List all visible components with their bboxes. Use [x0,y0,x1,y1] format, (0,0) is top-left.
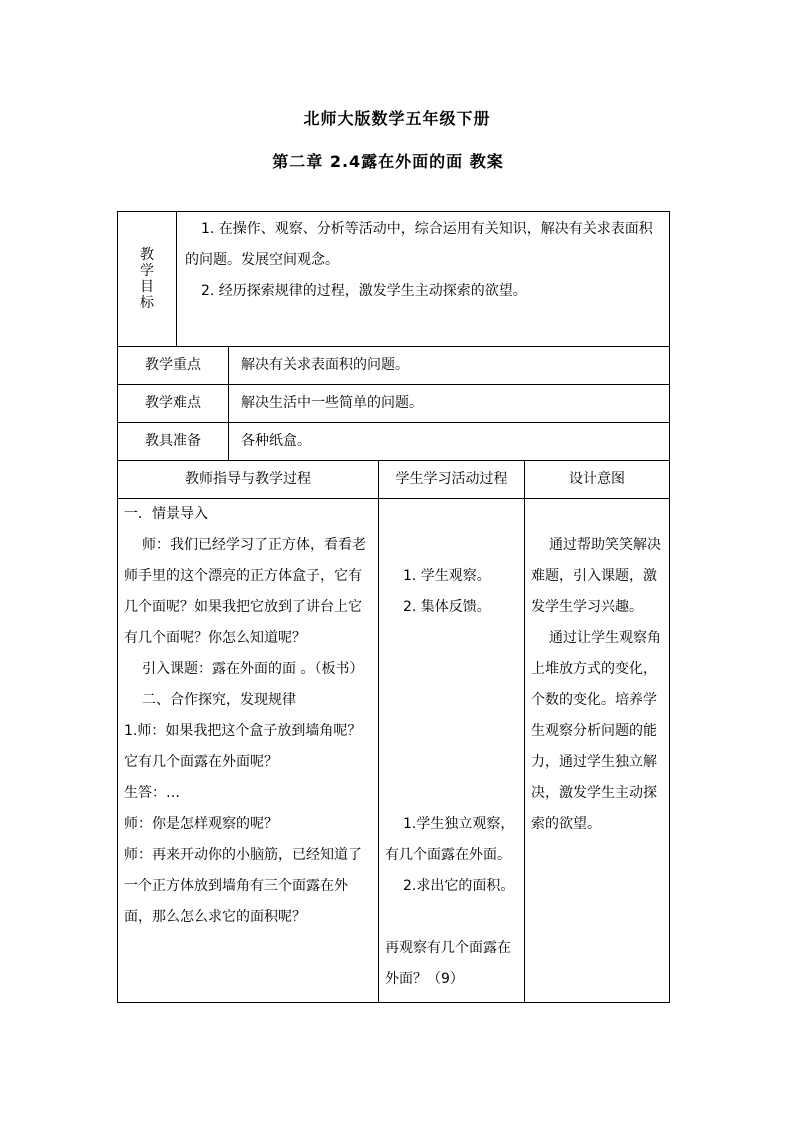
objective-item: 1. 在操作、观察、分析等活动中，综合运用有关知识，解决有关求表面积的问题。发展空间观念。 [185,221,653,268]
key-point-row [118,347,670,385]
design-column-header: 设计意图 [525,461,670,499]
student-column-header: 学生学习活动过程 [379,461,525,499]
teacher-line: 师：你是怎样观察的呢？ [124,816,278,832]
difficulty-row [118,385,670,423]
teacher-column-header: 教师指导与教学过程 [118,461,379,499]
student-line: 1.学生独立观察，有几个面露在外面。 [385,816,515,863]
design-line: 通过帮助笑笑解决难题，引入课题，激发学生学习兴趣。 [531,537,661,615]
student-line: 2.求出它的面积。 [403,878,515,894]
objectives-label-char: 标 [140,295,154,311]
student-activity-cell [379,499,525,1003]
key-point-label: 教学重点 [118,347,229,385]
student-line: 1. 学生观察。 [403,568,491,584]
objectives-label-char: 学 [140,263,154,279]
materials-value: 各种纸盒。 [229,423,670,461]
teacher-process-cell [118,499,379,1003]
teacher-line: 引入课题：露在外面的面 。（板书） [142,661,364,677]
difficulty-label: 教学难点 [118,385,229,423]
teacher-line: 二、合作探究，发现规律 [142,692,296,708]
design-line: 通过让学生观察角上堆放方式的变化，个数的变化。培养学生观察分析问题的能力，通过学生独立解决，激发学生主动探索的欲望。 [531,630,661,832]
objective-item: 2. 经历探索规律的过程，激发学生主动探索的欲望。 [201,283,527,299]
teacher-line: 一．情景导入 [124,506,208,522]
student-line: 再观察有几个面露在外面？（9） [385,940,511,987]
teacher-line: 师：再来开动你的小脑筋，已经知道了一个正方体放到墙角有三个面露在外面，那么怎么求它的面积呢？ [124,847,362,925]
key-point-value: 解决有关求表面积的问题。 [229,347,670,385]
teacher-line: 生答：… [124,785,180,801]
objectives-label [118,212,177,347]
objectives-label-char: 教 [140,247,154,263]
process-body-row [118,499,670,1003]
document-subtitle: 第二章 2.4露在外面的面 教案 [272,152,504,171]
objectives-content [177,212,670,347]
design-intent-cell [525,499,670,1003]
process-header-row [118,461,670,499]
teacher-line: 1.师：如果我把这个盒子放到墙角呢？它有几个面露在外面呢？ [124,723,362,770]
materials-row [118,423,670,461]
objectives-row [118,212,670,347]
student-line: 2. 集体反馈。 [403,599,491,615]
objectives-label-char: 目 [140,279,154,295]
lesson-plan-table [117,211,670,1003]
difficulty-value: 解决生活中一些简单的问题。 [229,385,670,423]
document-title: 北师大版数学五年级下册 [303,109,491,128]
teacher-line: 师：我们已经学习了正方体，看看老师手里的这个漂亮的正方体盒子，它有几个面呢？如果我把它放到了讲台上它有几个面呢？你怎么知道呢？ [124,537,366,646]
materials-label: 教具准备 [118,423,229,461]
